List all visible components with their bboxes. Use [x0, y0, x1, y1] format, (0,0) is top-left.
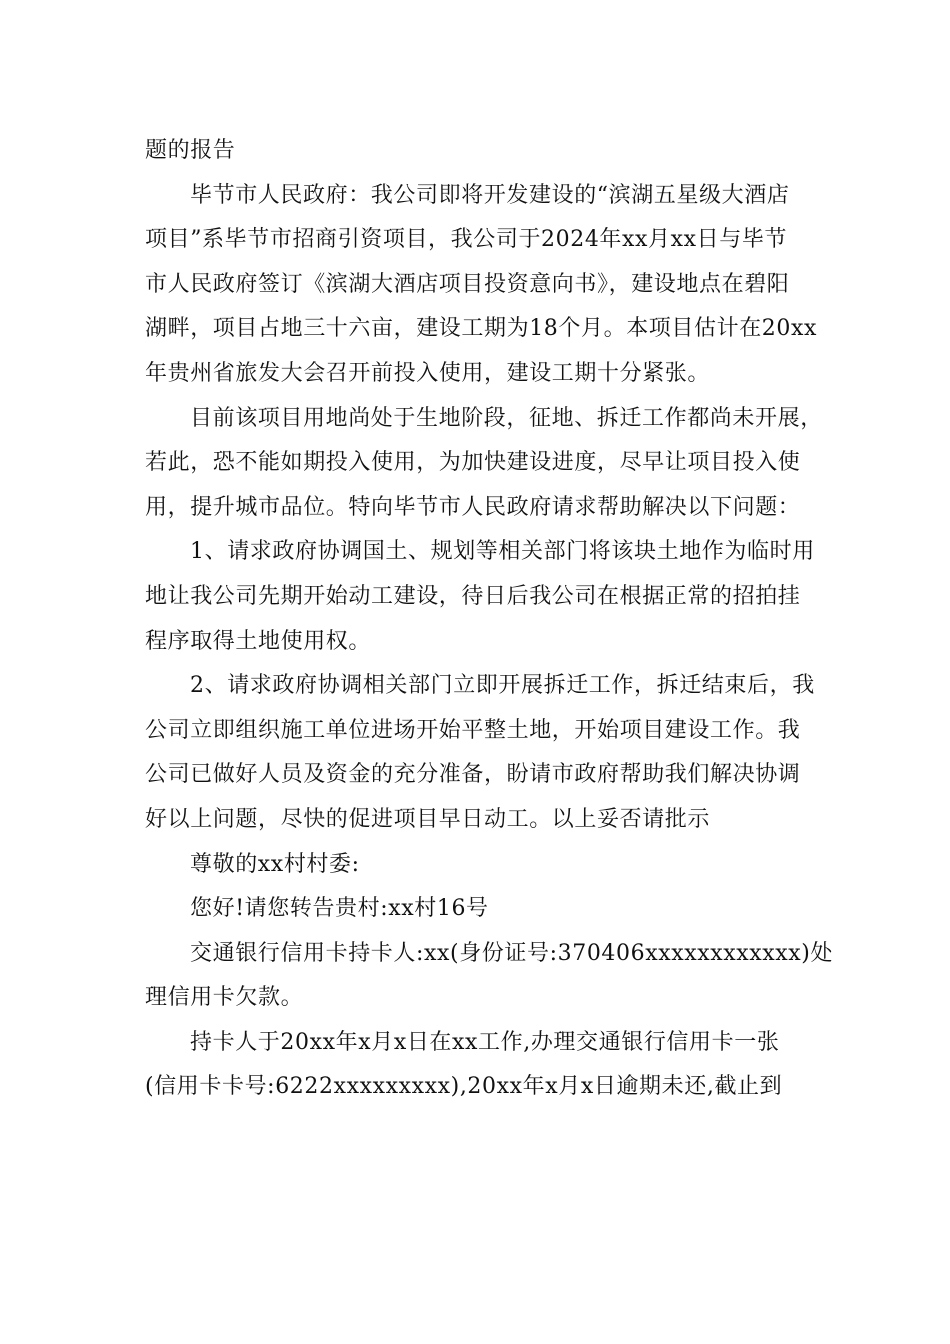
text-line: 题的报告: [145, 138, 236, 163]
text-line: 毕节市人民政府：我公司即将开发建设的“滨湖五星级大酒店: [190, 182, 790, 208]
text-line: 理信用卡欠款。: [145, 985, 304, 1011]
text-line: 目前该项目用地尚处于生地阶段，征地、拆迁工作都尚未开展，: [190, 405, 823, 431]
text-line: 尊敬的xx村村委:: [190, 851, 360, 877]
document-body: [145, 129, 834, 1110]
text-line: 1、请求政府协调国土、规划等相关部门将该块土地作为临时用: [190, 539, 815, 565]
text-line: 地让我公司先期开始动工建设，待日后我公司在根据正常的招拍挂: [145, 583, 801, 609]
text-line: 程序取得土地使用权。: [145, 628, 372, 654]
text-line: (信用卡卡号:6222xxxxxxxxx),20xx年x月x日逾期未还,截止到: [145, 1074, 783, 1100]
text-line: 湖畔，项目占地三十六亩，建设工期为18个月。本项目估计在20xx: [145, 316, 818, 342]
text-line: 好以上问题，尽快的促进项目早日动工。以上妥否请批示: [145, 806, 711, 832]
text-line: 年贵州省旅发大会召开前投入使用，建设工期十分紧张。: [145, 360, 711, 386]
text-line: 公司立即组织施工单位进场开始平整土地，开始项目建设工作。我: [145, 717, 801, 743]
text-line: 持卡人于20xx年x月x日在xx工作,办理交通银行信用卡一张: [190, 1029, 780, 1055]
text-line: 2、请求政府协调相关部门立即开展拆迁工作，拆迁结束后，我: [190, 673, 815, 699]
text-line: 若此，恐不能如期投入使用，为加快建设进度，尽早让项目投入使: [145, 450, 801, 476]
text-line: 市人民政府签订《滨湖大酒店项目投资意向书》，建设地点在碧阳: [145, 271, 790, 297]
text-line: 用，提升城市品位。特向毕节市人民政府请求帮助解决以下问题：: [145, 494, 801, 520]
text-line: 公司已做好人员及资金的充分准备，盼请市政府帮助我们解决协调: [145, 762, 801, 788]
text-line: 项目”系毕节市招商引资项目，我公司于2024年xx月xx日与毕节: [145, 227, 788, 253]
text-line: 您好!请您转告贵村:xx村16号: [190, 896, 489, 922]
text-line: 交通银行信用卡持卡人:xx(身份证号:370406xxxxxxxxxxxx)处: [190, 940, 834, 966]
